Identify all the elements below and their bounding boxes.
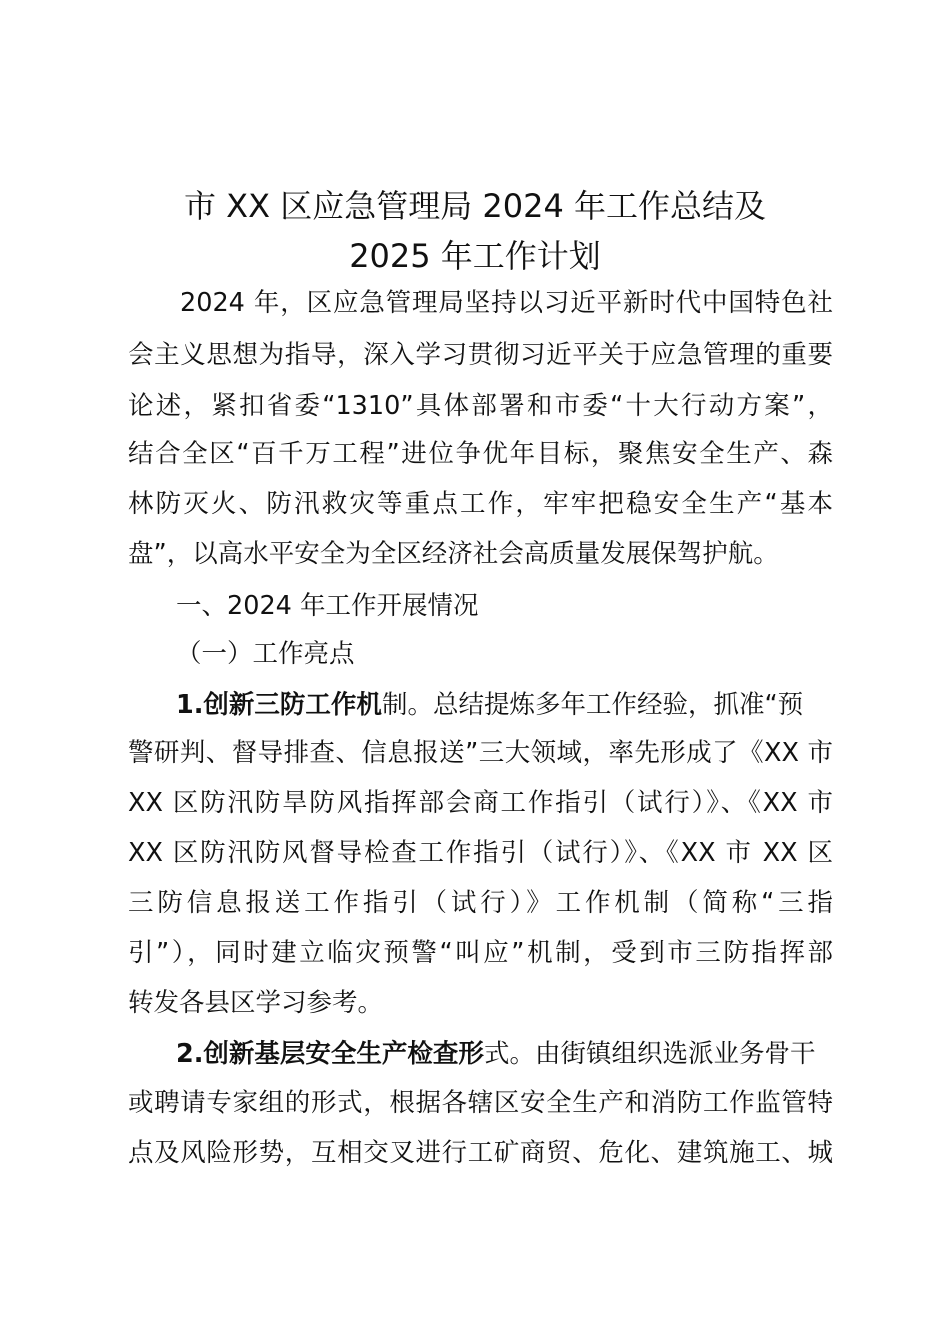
item-2-line: 或聘请专家组的形式，根据各辖区安全生产和消防工作监管特 xyxy=(128,1088,833,1118)
subsection-heading: （一）工作亮点 xyxy=(176,639,355,669)
item-1-line: XX 区防汛防风督导检查工作指引（试行）》、《XX 市 XX 区 xyxy=(128,838,833,868)
intro-paragraph-line: 盘”，以高水平安全为全区经济社会高质量发展保驾护航。 xyxy=(128,539,779,569)
item-2-first-text: 式。由街镇组织选派业务骨干 xyxy=(483,1039,816,1069)
item-1-line: 三防信息报送工作指引（试行）》工作机制（简称“三指 xyxy=(128,888,833,918)
intro-paragraph-line: 会主义思想为指导，深入学习贯彻习近平关于应急管理的重要 xyxy=(128,340,833,370)
item-1-line: 警研判、督导排查、信息报送”三大领域，率先形成了《XX 市 xyxy=(128,738,833,768)
document-title-line-2: 2025 年工作计划 xyxy=(349,237,601,275)
item-2-bold-title: 2.创新基层安全生产检查形 xyxy=(176,1039,484,1069)
section-heading: 一、2024 年工作开展情况 xyxy=(176,591,479,621)
item-1-first-line xyxy=(176,688,803,722)
item-1-line: 转发各县区学习参考。 xyxy=(128,988,384,1018)
intro-paragraph-line: 结合全区“百千万工程”进位争优年目标，聚焦安全生产、森 xyxy=(128,439,833,469)
intro-paragraph-line: 2024 年，区应急管理局坚持以习近平新时代中国特色社 xyxy=(180,288,833,318)
item-1-bold-title: 1.创新三防工作机 xyxy=(176,690,382,720)
document-title-line-1: 市 XX 区应急管理局 2024 年工作总结及 xyxy=(184,187,766,225)
intro-paragraph-line: 论述，紧扣省委“1310”具体部署和市委“十大行动方案”， xyxy=(128,391,833,421)
item-2-first-line xyxy=(176,1037,815,1071)
item-1-line: XX 区防汛防旱防风指挥部会商工作指引（试行）》、《XX 市 xyxy=(128,788,833,818)
item-2-line: 点及风险形势，互相交叉进行工矿商贸、危化、建筑施工、城 xyxy=(128,1138,833,1168)
item-1-line: 引”），同时建立临灾预警“叫应”机制，受到市三防指挥部 xyxy=(128,938,833,968)
item-1-first-text: 制。总结提炼多年工作经验，抓准“预 xyxy=(381,690,804,720)
intro-paragraph-line: 林防灭火、防汛救灾等重点工作，牢牢把稳安全生产“基本 xyxy=(128,489,833,519)
